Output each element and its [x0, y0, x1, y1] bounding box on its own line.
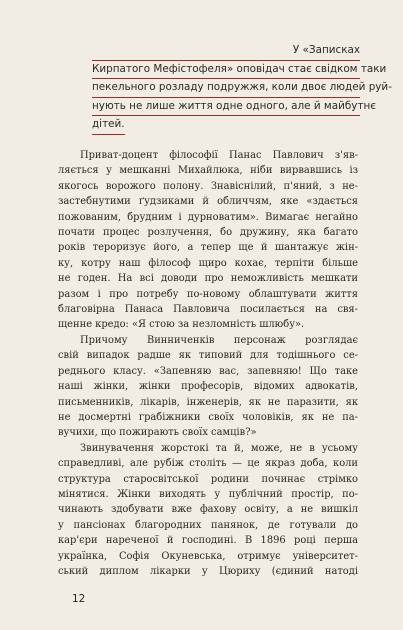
- text-line: ляється у мешканні Михайлюка, ніби вирвавшись із: [58, 165, 358, 177]
- text-line: застебнутими ґудзиками й обличчям, яке «здається: [58, 196, 358, 208]
- text-line: свій випадок радше як типовий для тодішнього се-: [58, 350, 358, 362]
- pull-quote-line: Кирпатого Мефістофеля» оповідач стає свідком таки: [92, 61, 360, 80]
- text-line: справедливі, але рубіж століть — це якраз доба, коли: [58, 458, 358, 470]
- pull-quote-line: нують не лише життя одне одного, але й майбутнє: [92, 98, 360, 117]
- text-line: якогось ворожого полону. Знавіснілий, п'яний, з не-: [58, 180, 358, 192]
- text-line: українка, Софія Окуневська, отримує університет-: [58, 550, 358, 562]
- text-line: у пансіонах благородних панянок, де готували до: [58, 519, 358, 531]
- pull-quote-line: пекельного розладу подружжя, коли двоє людей руй-: [92, 79, 360, 98]
- text-line: благовірна Панаса Павловича посилається на свя-: [58, 304, 358, 316]
- text-line: чинають здобувати вже фахову освіту, а не вишкіл: [58, 504, 358, 516]
- pull-quote-line: У «Записках: [92, 42, 360, 61]
- text-line: років терoризує його, а тепер ще й шантажує жін-: [58, 242, 358, 254]
- text-line: письменників, лікарів, інженерів, як не паразити, як: [58, 396, 358, 408]
- page-number: 12: [72, 593, 86, 605]
- text-line: Причому Винниченків персонаж розглядає: [80, 334, 358, 346]
- text-line: Приват-доцент філософії Панас Павлович з'яв-: [80, 150, 358, 161]
- text-line: ку, котру наш філософ щиро кохає, терпіти більше: [58, 257, 358, 269]
- text-line: мінятися. Жінки виходять у публічний простір, по-: [58, 488, 358, 500]
- text-line: вучихи, що пожирають своїх самців?»: [58, 427, 257, 439]
- text-line: не досмертні грабіжники своїх чоловіків, як не па-: [58, 411, 358, 423]
- text-line: Звинувачення жорстокі та й, може, не в усьому: [80, 442, 358, 454]
- text-line: почати процес розлучення, бо дружину, яка багато: [58, 227, 358, 239]
- text-line: щенне кредо: «Я стою за незломність шлюбу».: [58, 319, 305, 331]
- text-line: кар'єри нареченої й господині. В 1896 році перша: [58, 535, 358, 547]
- pull-quote: [92, 42, 392, 135]
- text-line: не годен. На всі доводи про неможливість мешкати: [58, 273, 358, 285]
- text-line: реднього класу. «Запевняю вас, запевняю! Що таке: [58, 365, 358, 377]
- pull-quote-line: дітей.: [92, 116, 125, 135]
- text-line: структура старосвітської родини починає стрімко: [58, 473, 358, 485]
- body-text: [58, 148, 358, 579]
- text-line: ський диплом лікарки у Цюриху (єдиний натоді: [58, 565, 358, 577]
- text-line: пожованим, брудним і дурноватим». Вимагає негайно: [58, 211, 358, 223]
- text-line: наші жінки, жінки професорів, відомих адвокатів,: [58, 381, 358, 393]
- text-line: разом і про потребу по-новому облаштувати життя: [58, 288, 358, 300]
